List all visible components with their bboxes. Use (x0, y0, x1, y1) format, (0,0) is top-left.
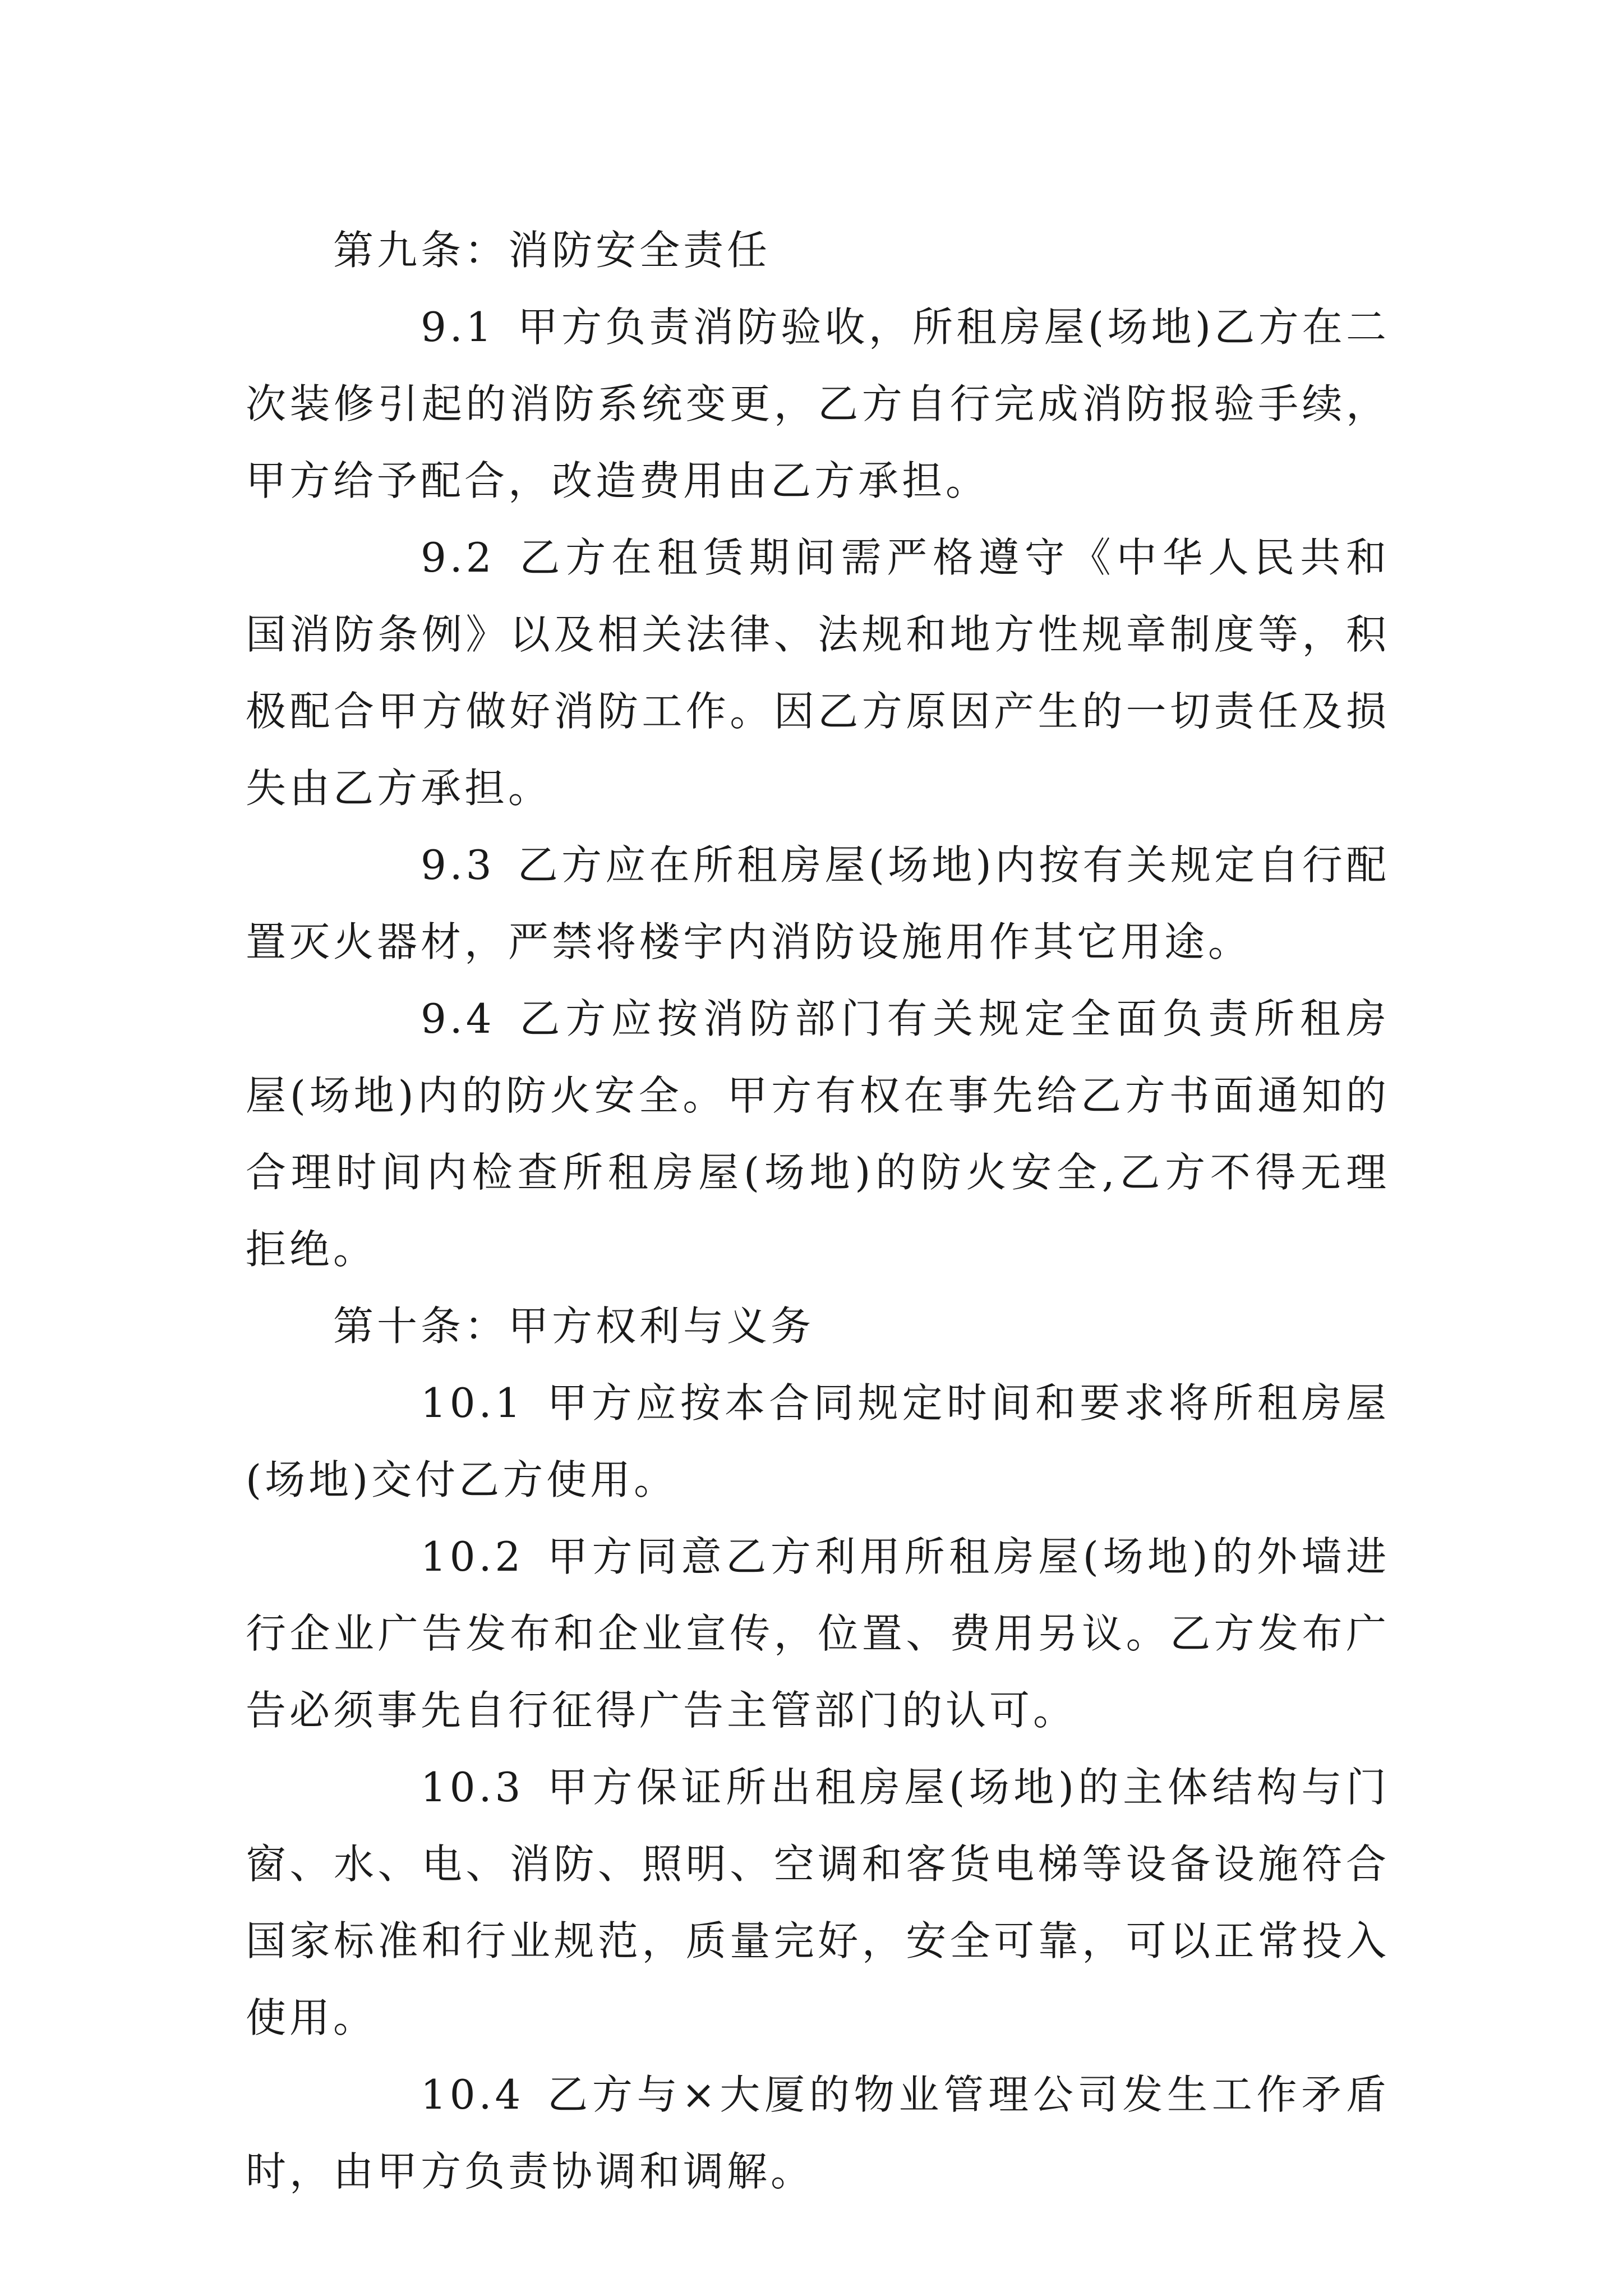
document-body (246, 212, 1390, 2210)
clause-10-3 (246, 1749, 1390, 2056)
clause-9-2 (246, 519, 1390, 827)
clause-text: 乙方应按消防部门有关规定全面负责所租房屋(场地)内的防火安全。甲方有权在事先给乙方书面通知的合理时间内检查所租房屋(场地)的防火安全,乙方不得无理拒绝。 (246, 995, 1390, 1273)
clause-number: 10.4 (421, 2071, 524, 2118)
clause-number: 10.3 (421, 1764, 524, 1811)
clause-text: 甲方应按本合同规定时间和要求将所租房屋(场地)交付乙方使用。 (246, 1379, 1390, 1503)
section-heading-9: 第九条：消防安全责任 (333, 227, 771, 274)
clause-10-4 (246, 2056, 1390, 2210)
clause-number: 10.1 (421, 1379, 524, 1427)
section-heading-10: 第十条：甲方权利与义务 (333, 1303, 815, 1350)
clause-number: 10.2 (421, 1533, 524, 1580)
clause-10-2 (246, 1519, 1390, 1749)
clause-text: 甲方同意乙方利用所租房屋(场地)的外墙进行企业广告发布和企业宣传，位置、费用另议。乙方发布广告必须事先自行征得广告主管部门的认可。 (246, 1533, 1390, 1734)
clause-text: 甲方保证所出租房屋(场地)的主体结构与门窗、水、电、消防、照明、空调和客货电梯等设备设施符合国家标准和行业规范，质量完好，安全可靠，可以正常投入使用。 (246, 1764, 1390, 2041)
clause-number: 9.1 (421, 303, 495, 351)
clause-number: 9.2 (421, 534, 495, 581)
clause-text: 乙方应在所租房屋(场地)内按有关规定自行配置灭火器材，严禁将楼宇内消防设施用作其它用途。 (246, 841, 1390, 965)
clause-number: 9.4 (421, 995, 495, 1042)
clause-text: 甲方负责消防验收，所租房屋(场地)乙方在二次装修引起的消防系统变更，乙方自行完成消防报验手续，甲方给予配合，改造费用由乙方承担。 (246, 303, 1390, 504)
clause-9-3 (246, 827, 1390, 981)
clause-9-4 (246, 981, 1390, 1288)
clause-9-1 (246, 289, 1390, 519)
clause-number: 9.3 (421, 841, 495, 889)
clause-text: 乙方在租赁期间需严格遵守《中华人民共和国消防条例》以及相关法律、法规和地方性规章制度等，积极配合甲方做好消防工作。因乙方原因产生的一切责任及损失由乙方承担。 (246, 534, 1390, 812)
clause-10-1 (246, 1365, 1390, 1519)
clause-text: 乙方与×大厦的物业管理公司发生工作矛盾时，由甲方负责协调和调解。 (246, 2071, 1390, 2195)
